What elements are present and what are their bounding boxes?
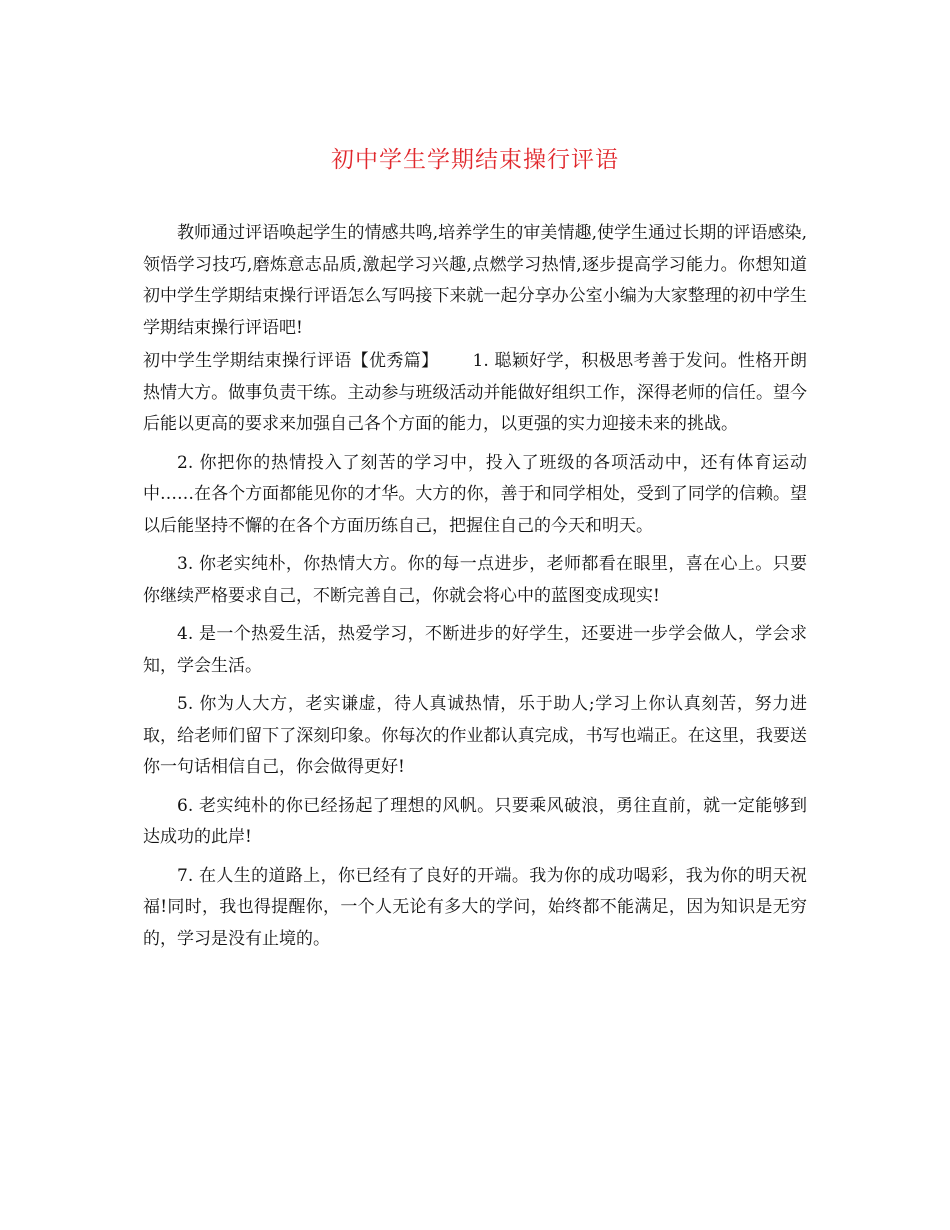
document-body [143,218,807,962]
item-paragraph-4: 4. 是一个热爱生活，热爱学习，不断进步的好学生，还要进一步学会做人，学会求知，学会生活。 [143,624,807,676]
item-paragraph-1 [143,346,807,441]
item-paragraph-2: 2. 你把你的热情投入了刻苦的学习中，投入了班级的各项活动中，还有体育运动中……在各个方面都能见你的才华。大方的你，善于和同学相处，受到了同学的信赖。望以后能坚持不懈的在各个方面历练自己，把握住自己的今天和明天。 [143,452,807,536]
item-paragraph-6: 6. 老实纯朴的你已经扬起了理想的风帆。只要乘风破浪，勇往直前，就一定能够到达成功的此岸! [143,795,807,847]
document-title: 初中学生学期结束操行评语 [331,147,619,173]
item-paragraph-7: 7. 在人生的道路上，你已经有了良好的开端。我为你的成功喝彩，我为你的明天祝福!同时，我也得提醒你，一个人无论有多大的学问，始终都不能满足，因为知识是无穷的，学习是没有止境的。 [143,865,807,949]
section-heading: 初中学生学期结束操行评语【优秀篇】 [143,351,439,371]
item-paragraph-5: 5. 你为人大方，老实谦虚，待人真诚热情，乐于助人;学习上你认真刻苦，努力进取，给老师们留下了深刻印象。你每次的作业都认真完成，书写也端正。在这里，我要送你一句话相信自己，你会做得更好! [143,694,807,777]
intro-paragraph: 教师通过评语唤起学生的情感共鸣,培养学生的审美情趣,使学生通过长期的评语感染,领悟学习技巧,磨炼意志品质,激起学习兴趣,点燃学习热情,逐步提高学习能力。你想知道初中学生学期结束操行评语怎么写吗接下来就一起分享办公室小编为大家整理的初中学生学期结束操行评语吧! [143,223,807,338]
item-paragraph-3: 3. 你老实纯朴，你热情大方。你的每一点进步，老师都看在眼里，喜在心上。只要你继续严格要求自己，不断完善自己，你就会将心中的蓝图变成现实! [143,554,807,606]
item-text-1: 1. 聪颖好学，积极思考善于发问。性格开朗热情大方。做事负责干练。主动参与班级活动并能做好组织工作，深得老师的信任。望今后能以更高的要求来加强自己各个方面的能力，以更强的实力迎接未来的挑战。 [143,351,808,434]
